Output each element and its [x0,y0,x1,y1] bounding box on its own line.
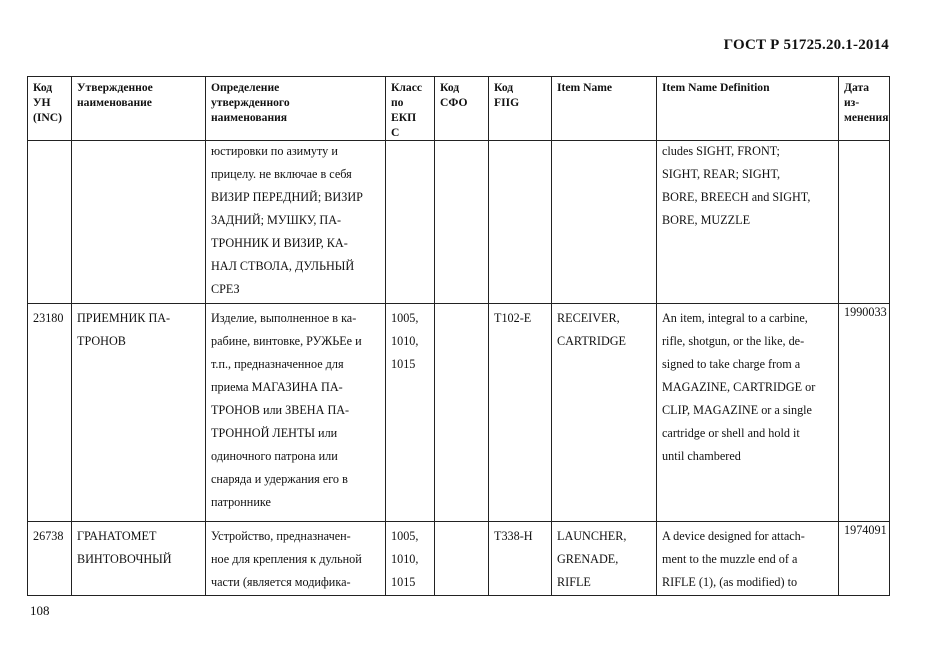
cell-line: ВИЗИР ПЕРЕДНИЙ; ВИЗИР [211,190,363,204]
col-name-ru-header [72,77,206,141]
standard-code: ГОСТ Р 51725.20.1-2014 [723,37,889,53]
cell-line: ТРОНОВ [77,334,126,348]
cell-ekps-class [386,522,435,596]
cell-line: until chambered [662,449,741,463]
header-line: Item Name [557,81,613,94]
cell-line: cartridge or shell and hold it [662,426,800,440]
cell-line: ТРОННИК И ВИЗИР, КА- [211,236,348,250]
cell-line: ное для крепления к дульной [211,552,362,566]
cell-line: 1015 [391,357,416,371]
cell-ekps-class [386,304,435,522]
cell-line: Изделие, выполненное в ка- [211,311,357,325]
cell-line: 1990033 [844,305,887,319]
cell-sfo-code [435,304,489,522]
header-line: Item Name Definition [662,81,770,94]
cell-definition-ru [206,304,386,522]
cell-line: A device designed for attach- [662,529,805,543]
col-sfo-code-header [435,77,489,141]
cell-sfo-code [435,522,489,596]
cell-line: GRENADE, [557,552,619,566]
header-line: FIIG [494,96,520,109]
header-line: (INC) [33,111,62,124]
cell-inc [28,141,72,304]
header-line: ЕКП [391,111,417,124]
cell-line: СРЕЗ [211,282,240,296]
header-line: наименование [77,96,152,109]
col-definition-ru-header [206,77,386,141]
cell-sfo-code [435,141,489,304]
cell-line: RIFLE (1), (as modified) to [662,575,798,589]
cell-line: НАЛ СТВОЛА, ДУЛЬНЫЙ [211,259,355,273]
table-header-row [28,77,890,141]
cell-line: LAUNCHER, [557,529,627,543]
cell-line: RIFLE [557,575,591,589]
cell-change-date [839,304,890,522]
cell-line: 1010, [391,334,419,348]
cell-line: юстировки по азимуту и [211,144,338,158]
cell-line: T338-H [494,529,533,543]
cell-definition-ru [206,522,386,596]
header-line: Дата из- [844,81,870,109]
cell-line: одиночного патрона или [211,449,338,463]
cell-line: т.п., предназначенное для [211,357,344,371]
header-line: утвержденного [211,96,290,109]
cell-ekps-class [386,141,435,304]
cell-line: ПРИЕМНИК ПА- [77,311,171,325]
cell-fiig-code [489,304,552,522]
header-line: С [391,126,400,139]
cell-line: ВИНТОВОЧНЫЙ [77,552,172,566]
cell-line: rifle, shotgun, or the like, de- [662,334,805,348]
cell-line: Устройство, предназначен- [211,529,351,543]
cell-name-ru [72,522,206,596]
table-row [28,304,890,522]
cell-line: An item, integral to a carbine, [662,311,808,325]
header-line: по [391,96,404,109]
cell-inc [28,304,72,522]
cell-line: CARTRIDGE [557,334,627,348]
col-fiig-code-header [489,77,552,141]
header-line: Утвержденное [77,81,153,94]
cell-line: BORE, BREECH and SIGHT, [662,190,811,204]
header-line: СФО [440,96,468,109]
cell-line: 1005, [391,311,419,325]
cell-line: cludes SIGHT, FRONT; [662,144,780,158]
cell-inc [28,522,72,596]
cell-item-name [552,304,657,522]
cell-line: ГРАНАТОМЕТ [77,529,157,543]
cell-item-name-definition [657,304,839,522]
header-line: УН [33,96,51,109]
cell-change-date [839,141,890,304]
cell-line: CLIP, MAGAZINE or a single [662,403,812,417]
header-line: Класс [391,81,422,94]
cell-line: 1974091 [844,523,887,537]
cell-definition-ru [206,141,386,304]
header-line: менения [844,111,889,124]
table-row [28,141,890,304]
cell-line: BORE, MUZZLE [662,213,751,227]
cell-change-date [839,522,890,596]
header-line: Код [440,81,460,94]
cell-item-name [552,522,657,596]
col-item-name-definition-header [657,77,839,141]
col-change-date-header [839,77,890,141]
cell-item-name [552,141,657,304]
cell-line: MAGAZINE, CARTRIDGE or [662,380,816,394]
cell-line: ТРОННОЙ ЛЕНТЫ или [211,426,338,440]
cell-line: приема МАГАЗИНА ПА- [211,380,343,394]
header-line: Код [33,81,53,94]
col-item-name-header [552,77,657,141]
cell-line: ЗАДНИЙ; МУШКУ, ПА- [211,213,342,227]
header-line: Код [494,81,514,94]
table-row [28,522,890,596]
cell-line: SIGHT, REAR; SIGHT, [662,167,781,181]
cell-fiig-code [489,141,552,304]
cell-line: 26738 [33,529,64,543]
cell-line: рабине, винтовке, РУЖЬЕе и [211,334,362,348]
cell-line: части (является модифика- [211,575,351,589]
cell-name-ru [72,304,206,522]
cell-line: 1010, [391,552,419,566]
cell-line: ТРОНОВ или ЗВЕНА ПА- [211,403,350,417]
cell-line: ment to the muzzle end of a [662,552,798,566]
header-line: наименования [211,111,288,124]
cell-line: 1015 [391,575,416,589]
cell-line: снаряда и удержания его в [211,472,348,486]
header-line: Определение [211,81,280,94]
cell-item-name-definition [657,141,839,304]
col-inc-header [28,77,72,141]
cell-line: RECEIVER, [557,311,620,325]
cell-line: 23180 [33,311,64,325]
catalog-table [27,76,890,596]
cell-item-name-definition [657,522,839,596]
cell-line: T102-E [494,311,532,325]
cell-line: signed to take charge from a [662,357,801,371]
page-number: 108 [30,603,50,618]
col-ekps-class-header [386,77,435,141]
cell-name-ru [72,141,206,304]
cell-line: прицелу. не включае в себя [211,167,352,181]
cell-line: патроннике [211,495,271,509]
cell-fiig-code [489,522,552,596]
cell-line: 1005, [391,529,419,543]
